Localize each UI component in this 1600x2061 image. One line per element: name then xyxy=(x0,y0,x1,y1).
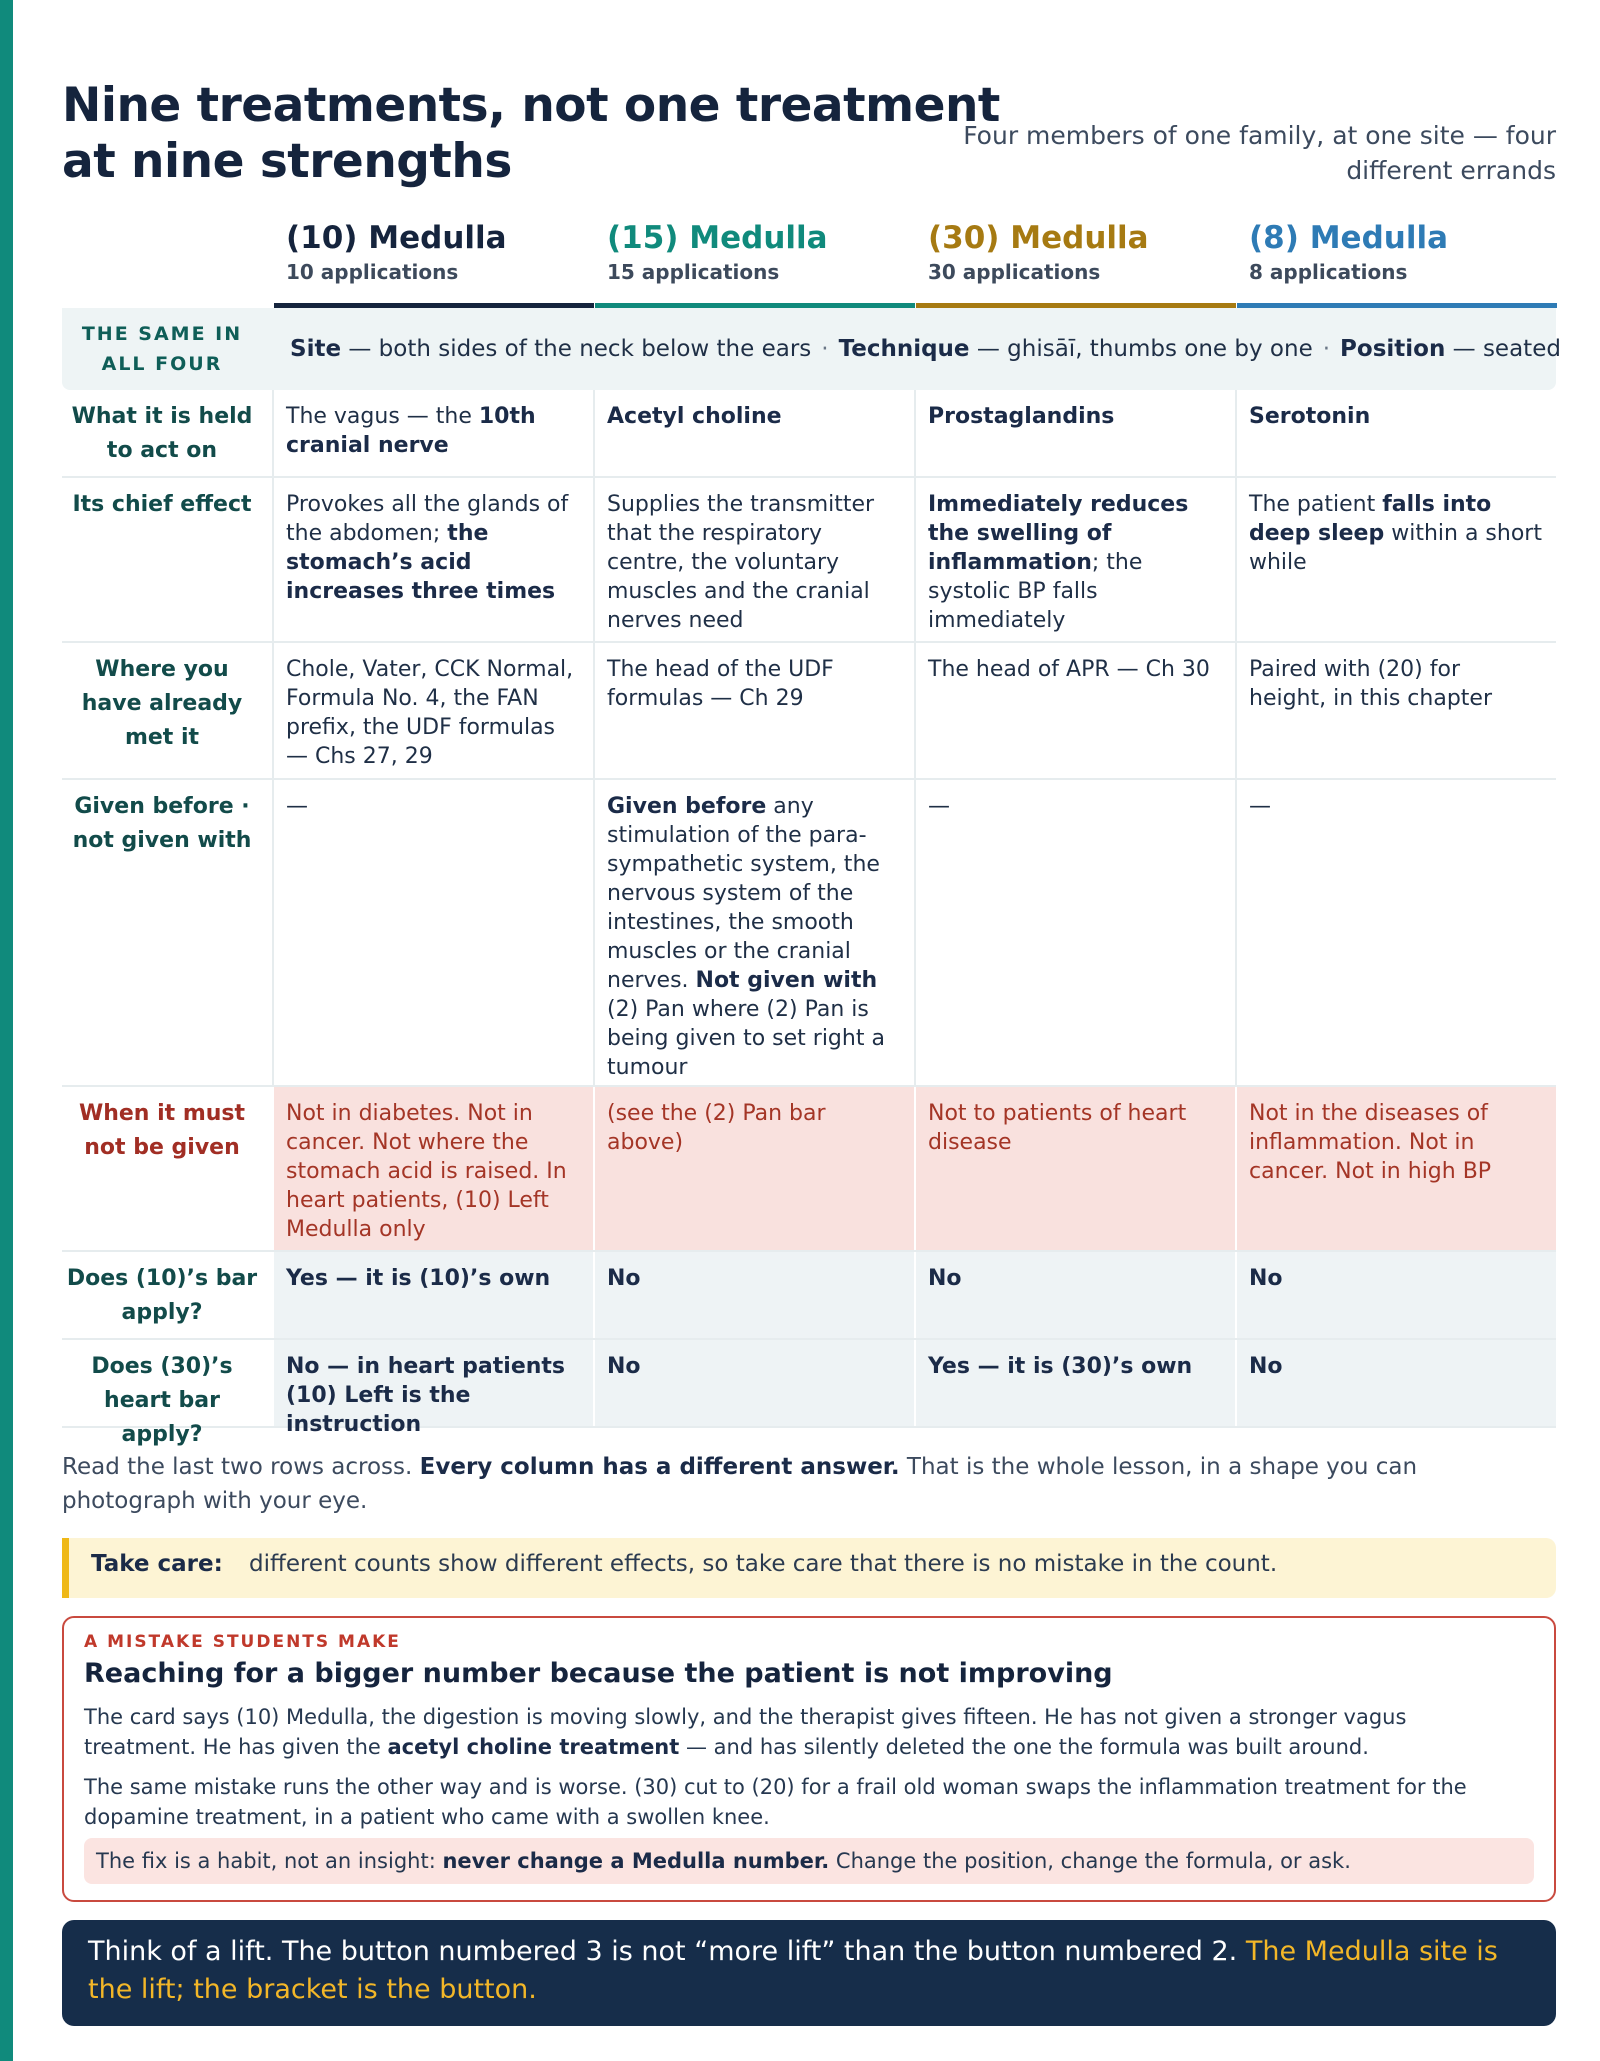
cell-10: — xyxy=(286,794,308,819)
lift-analogy-banner: Think of a lift. The button numbered 3 is not “more lift” than the button numbered 2. The Medulla site is the lift; the bracket is the button. xyxy=(62,1920,1556,2026)
cell-15: The head of the UDF formulas — Ch 29 xyxy=(607,657,834,711)
column-applications: 10 applications xyxy=(286,260,459,284)
row-label: Given before · not given with xyxy=(72,794,252,853)
cell-15: No xyxy=(595,1252,915,1338)
cell-15: Supplies the transmitter that the respiratory centre, the voluntary muscles and the cranial nerves need xyxy=(607,492,875,633)
cell-8: The patient falls into deep sleep within a short while xyxy=(1249,492,1542,575)
accent-bar xyxy=(0,0,13,2061)
page-subtitle: Four members of one family, at one site — four different errands xyxy=(963,121,1556,185)
cell-10: No — in heart patients (10) Left is the instruction xyxy=(274,1340,594,1426)
column-header-8 xyxy=(1237,212,1557,308)
cell-30: No xyxy=(916,1252,1236,1338)
table-row-bar-30 xyxy=(62,1340,1556,1447)
cell-10: The vagus — the 10th cranial nerve xyxy=(286,404,536,458)
position-value: — seated xyxy=(1452,336,1561,362)
column-headers xyxy=(62,212,1556,308)
separator-dot: · xyxy=(1322,336,1331,362)
row-label: What it is held to act on xyxy=(71,404,253,463)
row-label: Its chief effect xyxy=(72,492,252,517)
mistake-paragraph-2: The same mistake runs the other way and is worse. (30) cut to (20) for a frail old woman swaps the inflammation treatment for the dopamine treatment, in a patient who came with a swollen knee. xyxy=(84,1775,1467,1829)
technique-key: Technique xyxy=(838,336,970,362)
after-table-note: Read the last two rows across. Every column has a different answer. That is the whole lesson, in a shape you can photograph with your eye. xyxy=(62,1454,1418,1514)
column-header-30 xyxy=(916,212,1236,308)
take-care-text: different counts show different effects, so take care that there is no mistake in the count. xyxy=(249,1551,1278,1577)
fix-note: The fix is a habit, not an insight: never change a Medulla number. Change the position, change the formula, or ask. xyxy=(84,1838,1534,1884)
row-label: When it must not be given xyxy=(78,1101,246,1160)
site-key: Site xyxy=(290,336,342,362)
same-in-all-four-text xyxy=(290,332,1561,366)
table-row-already-met xyxy=(62,643,1556,780)
take-care-callout xyxy=(62,1538,1556,1598)
page xyxy=(62,0,1561,2061)
table-row-bar-10 xyxy=(62,1252,1556,1340)
table-row-chief-effect xyxy=(62,478,1556,643)
cell-8: No xyxy=(1237,1252,1556,1338)
same-in-all-four-label: THE SAME IN ALL FOUR xyxy=(81,323,243,375)
row-label: Does (30)’s heart bar apply? xyxy=(91,1354,233,1447)
technique-value: — ghisāī, thumbs one by one xyxy=(976,336,1313,362)
take-care-label: Take care: xyxy=(91,1551,223,1577)
mistake-box xyxy=(62,1616,1556,1902)
column-name: (10) Medulla xyxy=(286,220,507,256)
cell-10: Chole, Vater, CCK Normal, Formula No. 4, the FAN prefix, the UDF formulas — Chs 27, 29 xyxy=(286,657,574,769)
cell-30: — xyxy=(928,794,950,819)
column-applications: 8 applications xyxy=(1249,260,1408,284)
mistake-heading: Reaching for a bigger number because the patient is not improving xyxy=(84,1658,1113,1689)
cell-30: Prostaglandins xyxy=(928,404,1115,429)
column-header-15 xyxy=(595,212,915,308)
cell-8: — xyxy=(1249,794,1271,819)
cell-15: Acetyl choline xyxy=(607,404,782,429)
site-value: — both sides of the neck below the ears xyxy=(348,336,812,362)
table-row-must-not-be-given xyxy=(62,1087,1556,1252)
separator-dot: · xyxy=(821,336,829,362)
column-applications: 30 applications xyxy=(928,260,1101,284)
cell-10: Provokes all the glands of the abdomen; the stomach’s acid increases three times xyxy=(286,492,569,604)
cell-15: No xyxy=(595,1340,915,1426)
row-label: Does (10)’s bar apply? xyxy=(66,1266,258,1325)
mistake-paragraph-1: The card says (10) Medulla, the digestion is moving slowly, and the therapist gives fifteen. He has not given a stronger vagus treatment. He has given the acetyl choline treatment — and has silently deleted the one the formula was built around. xyxy=(84,1705,1407,1759)
column-name: (8) Medulla xyxy=(1249,220,1449,256)
cell-15: Given before any stimulation of the para-sympathetic system, the nervous system of the intestines, the smooth muscles or the cranial nerves. Not given with (2) Pan where (2) Pan is being given to set right a tumour xyxy=(607,794,885,1080)
page-title: Nine treatments, not one treatment at nine strengths xyxy=(62,78,1000,189)
cell-30: The head of APR — Ch 30 xyxy=(928,657,1210,682)
same-in-all-four-row xyxy=(62,308,1561,390)
column-name: (15) Medulla xyxy=(607,220,828,256)
cell-15: (see the (2) Pan bar above) xyxy=(595,1087,915,1250)
cell-8: No xyxy=(1237,1340,1556,1426)
row-label: Where you have already met it xyxy=(81,657,243,750)
comparison-table xyxy=(62,390,1556,1447)
cell-30: Yes — it is (30)’s own xyxy=(916,1340,1236,1426)
position-key: Position xyxy=(1340,336,1446,362)
column-applications: 15 applications xyxy=(607,260,780,284)
column-header-10 xyxy=(274,212,594,308)
column-name: (30) Medulla xyxy=(928,220,1149,256)
table-row-given-before xyxy=(62,780,1556,1087)
cell-10: Yes — it is (10)’s own xyxy=(274,1252,594,1338)
table-row-held-to-act-on xyxy=(62,390,1556,478)
cell-8: Serotonin xyxy=(1249,404,1371,429)
cell-8: Not in the diseases of inflammation. Not in cancer. Not in high BP xyxy=(1237,1087,1556,1250)
mistake-kicker: A MISTAKE STUDENTS MAKE xyxy=(84,1632,401,1652)
cell-10: Not in diabetes. Not in cancer. Not where the stomach acid is raised. In heart patients, (10) Left Medulla only xyxy=(274,1087,594,1250)
cell-8: Paired with (20) for height, in this chapter xyxy=(1249,657,1492,711)
cell-30: Immediately reduces the swelling of inflammation; the systolic BP falls immediately xyxy=(928,492,1189,633)
cell-30: Not to patients of heart disease xyxy=(916,1087,1236,1250)
